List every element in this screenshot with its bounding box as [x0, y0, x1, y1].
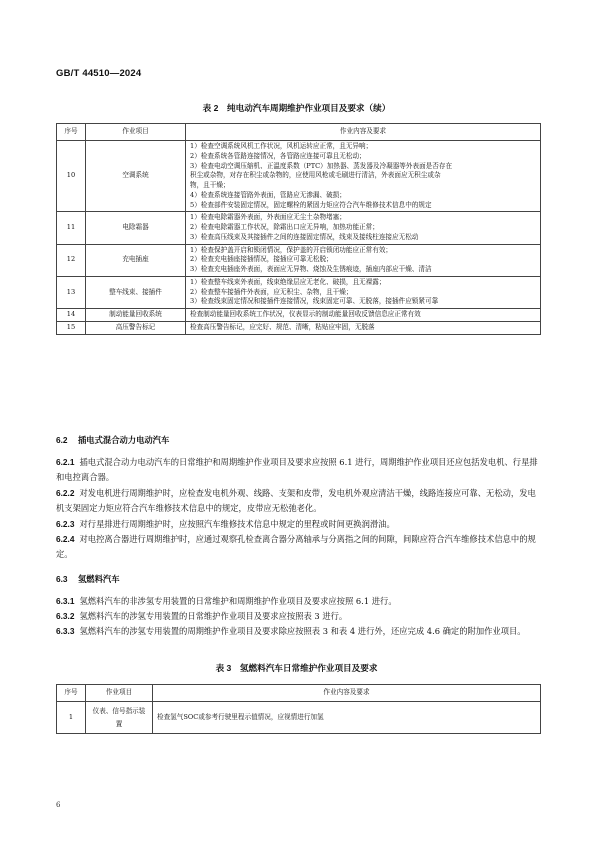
clause-text: 氢燃料汽车的非涉氢专用装置的日常维护和周期维护作业项目及要求应按照 6.1 进行。: [79, 596, 397, 606]
clause-text: 对电控离合器进行周期维护时，应通过观察孔检查离合器分离轴承与分离指之间的间隙，间隙应符合汽车维修技术信息中的规定。: [56, 534, 536, 559]
table-header-row: [57, 685, 541, 702]
maintenance-item: 充电插座: [86, 244, 186, 276]
clause-paragraph: [56, 455, 540, 485]
row-number: 15: [57, 321, 86, 334]
table-2: [56, 123, 541, 335]
maintenance-item: 整车线束、接插件: [86, 276, 186, 308]
clause-text: 对行星排进行周期维护时，应按照汽车维修技术信息中规定的里程或时间更换润滑油。: [79, 519, 395, 529]
table-2-caption: 表 2 纯电动汽车周期维护作业项目及要求（续）: [202, 103, 391, 113]
column-header: 作业内容及要求: [186, 124, 541, 141]
clause-number: 6.3.3: [56, 626, 75, 636]
requirement-line: 3）检查高压线束及其接插件之间的连接固定情况，线束及接线柱连接应无松动: [190, 232, 419, 241]
clause-number: 6.2.2: [56, 488, 75, 498]
table-row: [57, 212, 541, 244]
maintenance-item: 电除霜器: [86, 212, 186, 244]
clause-paragraph: [56, 594, 540, 609]
table-row: [57, 702, 541, 734]
table-3-caption: 表 3 氢燃料汽车日常维护作业项目及要求: [215, 663, 378, 673]
requirement-line: 2）检查电除霜器工作状况，除霜出口应无异响，加热功能正常；: [190, 223, 379, 231]
maintenance-item: 仪表、信号指示装置: [86, 702, 153, 734]
table-row: [57, 309, 541, 322]
clause-number: 6.3.2: [56, 611, 75, 621]
clause-paragraph: [56, 532, 540, 562]
column-header: 作业内容及要求: [153, 685, 541, 702]
section-title: 插电式混合动力电动汽车: [78, 435, 170, 445]
row-number: 10: [57, 141, 86, 212]
maintenance-item: 空调系统: [86, 141, 186, 212]
requirement-line: 1）检查电除霜器外表面，外表面应无尘土杂物堵塞；: [190, 213, 346, 222]
column-header: 作业项目: [86, 685, 153, 702]
clause-text: 插电式混合动力电动汽车的日常维护和周期维护作业项目及要求应按照 6.1 进行，周期维护作业项目还应包括发电机、行星排和电控离合器。: [56, 457, 538, 482]
requirement-line: 检查氢气SOC或参考行驶里程示值情况，应视情进行加氢: [157, 712, 324, 721]
requirement-line: 3）检查电动空调压缩机、正温度系数（PTC）加热器、蒸发器及冷凝器等外表面是否存在: [190, 161, 453, 170]
requirements-cell: [186, 309, 541, 322]
clause-number: 6.3.1: [56, 596, 75, 606]
table-row: [57, 141, 541, 212]
row-number: 11: [57, 212, 86, 244]
requirement-line: 物，且干燥；: [190, 181, 230, 189]
clause-paragraph: [56, 486, 540, 516]
table-header-row: [57, 124, 541, 141]
table-row: [57, 276, 541, 308]
clause-paragraph: [56, 517, 540, 532]
maintenance-item: 制动能量回收系统: [86, 309, 186, 322]
clause-number: 6.2.4: [56, 534, 75, 544]
table-row: [57, 321, 541, 334]
requirements-cell: [186, 244, 541, 276]
row-number: 1: [57, 702, 86, 734]
column-header: 序号: [57, 685, 86, 702]
requirements-cell: [153, 702, 541, 734]
column-header: 作业项目: [86, 124, 186, 141]
section-number: 6.2: [56, 435, 68, 445]
standard-number: GB/T 44510—2024: [56, 68, 142, 79]
requirement-line: 2）检查整车接插件外表面，应无积尘、杂物，且干燥；: [190, 287, 353, 296]
section-6-3-heading: [56, 573, 120, 585]
section-number: 6.3: [56, 574, 68, 584]
requirement-line: 1）检查空调系统风机工作状况，风机运转应正常，且无异响；: [190, 142, 373, 150]
requirement-line: 3）检查充电插座外表面，表面应无异物、烧蚀及生锈痕迹，插座内部应干燥、清洁: [190, 265, 432, 273]
row-number: 13: [57, 276, 86, 308]
clause-text: 氢燃料汽车的涉氢专用装置的周期维护作业项目及要求除应按照表 3 和表 4 进行外，还应完成 4.6 确定的附加作业项目。: [79, 626, 526, 636]
column-header: 序号: [57, 124, 86, 141]
requirement-line: 检查制动能量回收系统工作状况，仪表显示的制动能量回收反馈信息应正常有效: [190, 310, 421, 318]
requirement-line: 检查高压警告标记，应完好、规范、清晰，粘贴应牢固，无脱落: [190, 322, 375, 331]
requirements-cell: [186, 276, 541, 308]
requirement-line: 3）检查线束固定情况和接插件连接情况，线束固定可靠、无脱落，接插件应锁紧可靠: [190, 297, 439, 306]
clause-text: 对发电机进行周期维护时，应检查发电机外观、线路、支架和皮带，发电机外观应清洁干燥，线路连接应可靠、无松动，发电机支架固定力矩应符合汽车维修技术信息中的规定，皮带应无松弛老化。: [56, 488, 536, 513]
requirement-line: 4）检查系统连接管路外表面，管路应无渗漏、破损；: [190, 190, 346, 199]
table-row: [57, 244, 541, 276]
requirement-line: 5）检查部件安装固定情况，固定螺栓的紧固力矩应符合汽车维修技术信息中的规定: [190, 200, 432, 209]
requirements-cell: [186, 141, 541, 212]
section-6-2-heading: [56, 434, 169, 446]
requirement-line: 2）检查充电插座接插情况，接插应可靠无松脱；: [190, 255, 333, 264]
clause-number: 6.2.3: [56, 519, 75, 529]
requirement-line: 积尘或杂物，对存在积尘或杂物的，应使用风枪或毛刷进行清洁，外表面应无积尘或杂: [190, 171, 441, 180]
requirement-line: 1）检查保护盖开启和锁闭情况，保护盖的开启锁闭功能应正常有效；: [190, 245, 393, 254]
clause-number: 6.2.1: [56, 457, 75, 467]
clause-paragraph: [56, 609, 540, 624]
requirements-cell: [186, 321, 541, 334]
maintenance-item: 高压警告标记: [86, 321, 186, 334]
table-3: [56, 684, 541, 734]
row-number: 12: [57, 244, 86, 276]
requirements-cell: [186, 212, 541, 244]
requirement-line: 2）检查系统各管路连接情况，各管路应连接可靠且无松动；: [190, 151, 366, 160]
clause-paragraph: [56, 624, 540, 639]
requirement-line: 1）检查整车线束外表面，线束绝缘层应无老化、破损，且无裸露；: [190, 277, 386, 286]
section-title: 氢燃料汽车: [78, 574, 120, 584]
page-number: 6: [56, 801, 61, 809]
clause-text: 氢燃料汽车的涉氢专用装置的日常维护作业项目及要求应按照表 3 进行。: [79, 611, 348, 621]
row-number: 14: [57, 309, 86, 322]
